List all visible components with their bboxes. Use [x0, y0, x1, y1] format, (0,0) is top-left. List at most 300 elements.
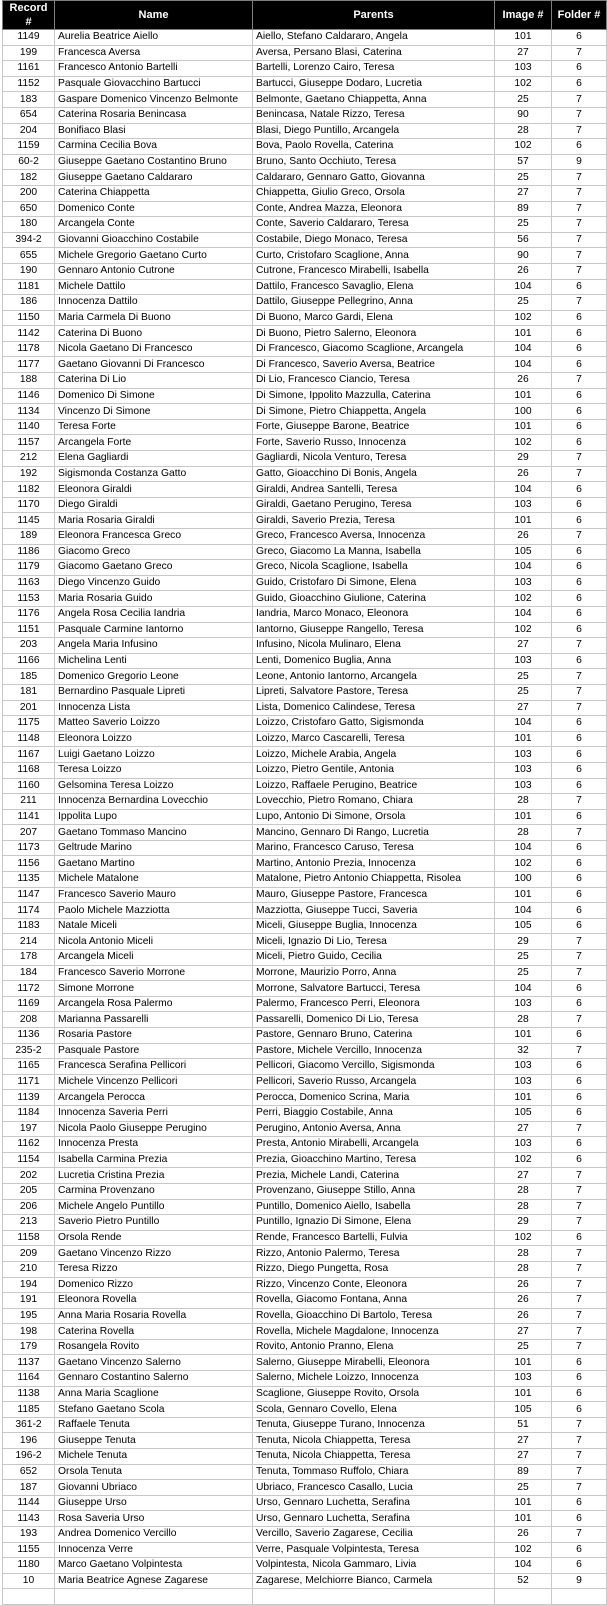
name-cell: Eleonora Loizzo — [55, 731, 253, 747]
folder-number-cell: 7 — [552, 965, 607, 981]
image-number-cell: 29 — [495, 1215, 552, 1231]
folder-number-cell: 6 — [552, 1542, 607, 1558]
name-cell: Sigismonda Costanza Gatto — [55, 466, 253, 482]
name-cell: Pasquale Carmine Iantorno — [55, 622, 253, 638]
table-row — [3, 544, 607, 560]
image-number-cell: 27 — [495, 1121, 552, 1137]
name-cell: Domenico Gregorio Leone — [55, 669, 253, 685]
record-number-cell: 1163 — [3, 575, 55, 591]
record-number-cell: 1173 — [3, 840, 55, 856]
parents-cell: Lupo, Antonio Di Simone, Orsola — [253, 809, 495, 825]
image-number-cell: 29 — [495, 934, 552, 950]
image-number-cell: 104 — [495, 560, 552, 576]
table-row — [3, 622, 607, 638]
name-cell: Innocenza Bernardina Lovecchio — [55, 794, 253, 810]
header-record-number: Record # — [3, 1, 55, 30]
image-number-cell: 90 — [495, 248, 552, 264]
table-row — [3, 903, 607, 919]
name-cell: Michele Matalone — [55, 872, 253, 888]
parents-cell: Salerno, Giuseppe Mirabelli, Eleonora — [253, 1355, 495, 1371]
name-cell: Michele Tenuta — [55, 1449, 253, 1465]
image-number-cell: 103 — [495, 762, 552, 778]
name-cell: Angela Rosa Cecilia Iandria — [55, 606, 253, 622]
record-number-cell: 1161 — [3, 61, 55, 77]
name-cell: Gaspare Domenico Vincenzo Belmonte — [55, 92, 253, 108]
name-cell: Diego Giraldi — [55, 497, 253, 513]
table-row — [3, 107, 607, 123]
name-cell: Gaetano Giovanni Di Francesco — [55, 357, 253, 373]
image-number-cell: 100 — [495, 404, 552, 420]
record-number-cell: 1182 — [3, 482, 55, 498]
name-cell: Teresa Loizzo — [55, 762, 253, 778]
name-cell: Maria Beatrice Agnese Zagarese — [55, 1573, 253, 1589]
name-cell: Paolo Michele Mazziotta — [55, 903, 253, 919]
folder-number-cell: 6 — [552, 1230, 607, 1246]
record-number-cell: 1186 — [3, 544, 55, 560]
image-number-cell: 104 — [495, 606, 552, 622]
image-number-cell: 104 — [495, 840, 552, 856]
parents-cell: Forte, Saverio Russo, Innocenza — [253, 435, 495, 451]
name-cell: Teresa Forte — [55, 419, 253, 435]
folder-number-cell: 7 — [552, 466, 607, 482]
header-folder-number: Folder # — [552, 1, 607, 30]
parents-cell: Pastore, Gennaro Bruno, Caterina — [253, 1028, 495, 1044]
image-number-cell: 25 — [495, 950, 552, 966]
folder-number-cell: 7 — [552, 1277, 607, 1293]
image-number-cell: 25 — [495, 684, 552, 700]
table-row — [3, 388, 607, 404]
name-cell: Diego Vincenzo Guido — [55, 575, 253, 591]
image-number-cell: 28 — [495, 825, 552, 841]
folder-number-cell: 7 — [552, 1246, 607, 1262]
parents-cell: Mauro, Giuseppe Pastore, Francesca — [253, 887, 495, 903]
folder-number-cell: 7 — [552, 825, 607, 841]
image-number-cell: 102 — [495, 310, 552, 326]
record-number-cell: 1159 — [3, 139, 55, 155]
parents-cell: Leone, Antonio Iantorno, Arcangela — [253, 669, 495, 685]
folder-number-cell: 7 — [552, 123, 607, 139]
name-cell: Francesco Saverio Mauro — [55, 887, 253, 903]
parents-cell: Di Francesco, Giacomo Scaglione, Arcangela — [253, 341, 495, 357]
record-number-cell: 1153 — [3, 591, 55, 607]
parents-cell: Cutrone, Francesco Mirabelli, Isabella — [253, 263, 495, 279]
parents-cell: Giraldi, Gaetano Perugino, Teresa — [253, 497, 495, 513]
image-number-cell: 27 — [495, 1168, 552, 1184]
record-number-cell: 394-2 — [3, 232, 55, 248]
parents-cell: Rovito, Antonio Pranno, Elena — [253, 1339, 495, 1355]
name-cell: Michele Dattilo — [55, 279, 253, 295]
parents-cell: Forte, Giuseppe Barone, Beatrice — [253, 419, 495, 435]
folder-number-cell: 6 — [552, 903, 607, 919]
record-number-cell: 1164 — [3, 1371, 55, 1387]
image-number-cell: 102 — [495, 139, 552, 155]
parents-cell: Miceli, Ignazio Di Lio, Teresa — [253, 934, 495, 950]
folder-number-cell: 7 — [552, 107, 607, 123]
image-number-cell: 103 — [495, 61, 552, 77]
image-number-cell: 100 — [495, 872, 552, 888]
record-number-cell: 1177 — [3, 357, 55, 373]
record-number-cell: 187 — [3, 1480, 55, 1496]
table-row — [3, 716, 607, 732]
image-number-cell: 101 — [495, 1495, 552, 1511]
parents-cell: Mancino, Gennaro Di Rango, Lucretia — [253, 825, 495, 841]
image-number-cell: 27 — [495, 45, 552, 61]
folder-number-cell: 7 — [552, 700, 607, 716]
record-number-cell: 1169 — [3, 996, 55, 1012]
record-number-cell: 200 — [3, 185, 55, 201]
table-row — [3, 872, 607, 888]
table-row — [3, 1542, 607, 1558]
name-cell: Caterina Di Lio — [55, 373, 253, 389]
folder-number-cell: 9 — [552, 154, 607, 170]
table-row — [3, 1246, 607, 1262]
name-cell: Pasquale Pastore — [55, 1043, 253, 1059]
record-number-cell: 183 — [3, 92, 55, 108]
name-cell: Saverio Pietro Puntillo — [55, 1215, 253, 1231]
folder-number-cell: 6 — [552, 435, 607, 451]
folder-number-cell: 6 — [552, 872, 607, 888]
folder-number-cell: 6 — [552, 809, 607, 825]
table-row — [3, 295, 607, 311]
image-number-cell: 104 — [495, 903, 552, 919]
folder-number-cell: 6 — [552, 544, 607, 560]
record-number-cell: 1174 — [3, 903, 55, 919]
image-number-cell: 101 — [495, 809, 552, 825]
record-number-cell: 209 — [3, 1246, 55, 1262]
header-row — [3, 1, 607, 30]
folder-number-cell: 6 — [552, 1074, 607, 1090]
table-row — [3, 1028, 607, 1044]
record-number-cell: 194 — [3, 1277, 55, 1293]
name-cell: Gaetano Tommaso Mancino — [55, 825, 253, 841]
table-row — [3, 232, 607, 248]
table-row — [3, 419, 607, 435]
folder-number-cell: 6 — [552, 840, 607, 856]
image-number-cell: 32 — [495, 1043, 552, 1059]
record-number-cell: 1181 — [3, 279, 55, 295]
records-table — [2, 0, 607, 1605]
folder-number-cell: 6 — [552, 560, 607, 576]
parents-cell: Gatto, Gioacchino Di Bonis, Angela — [253, 466, 495, 482]
parents-cell: Di Buono, Marco Gardi, Elena — [253, 310, 495, 326]
name-cell: Gennaro Costantino Salerno — [55, 1371, 253, 1387]
name-cell: Rosangela Rovito — [55, 1339, 253, 1355]
image-number-cell: 102 — [495, 435, 552, 451]
parents-cell: Lovecchio, Pietro Romano, Chiara — [253, 794, 495, 810]
parents-cell: Morrone, Salvatore Bartucci, Teresa — [253, 981, 495, 997]
image-number-cell: 28 — [495, 1246, 552, 1262]
image-number-cell: 101 — [495, 1090, 552, 1106]
folder-number-cell: 7 — [552, 232, 607, 248]
name-cell: Maria Rosaria Giraldi — [55, 513, 253, 529]
name-cell: Arcangela Forte — [55, 435, 253, 451]
parents-cell: Di Simone, Pietro Chiappetta, Angela — [253, 404, 495, 420]
parents-cell: Rovella, Giacomo Fontana, Anna — [253, 1293, 495, 1309]
parents-cell: Giraldi, Saverio Prezia, Teresa — [253, 513, 495, 529]
table-row — [3, 1215, 607, 1231]
table-row — [3, 1417, 607, 1433]
folder-number-cell: 7 — [552, 1433, 607, 1449]
folder-number-cell: 6 — [552, 388, 607, 404]
image-number-cell: 26 — [495, 1527, 552, 1543]
folder-number-cell: 7 — [552, 1215, 607, 1231]
folder-number-cell: 7 — [552, 373, 607, 389]
name-cell: Rosa Saveria Urso — [55, 1511, 253, 1527]
parents-cell: Aiello, Stefano Caldararo, Angela — [253, 30, 495, 46]
record-number-cell: 213 — [3, 1215, 55, 1231]
name-cell: Luigi Gaetano Loizzo — [55, 747, 253, 763]
folder-number-cell: 6 — [552, 1105, 607, 1121]
table-row — [3, 638, 607, 654]
record-number-cell: 207 — [3, 825, 55, 841]
parents-cell: Miceli, Giuseppe Buglia, Innocenza — [253, 918, 495, 934]
parents-cell: Verre, Pasquale Volpintesta, Teresa — [253, 1542, 495, 1558]
name-cell: Caterina Di Buono — [55, 326, 253, 342]
image-number-cell: 27 — [495, 1433, 552, 1449]
name-cell: Maria Rosaria Guido — [55, 591, 253, 607]
image-number-cell: 90 — [495, 107, 552, 123]
image-number-cell: 27 — [495, 700, 552, 716]
name-cell: Innocenza Lista — [55, 700, 253, 716]
record-number-cell: 1158 — [3, 1230, 55, 1246]
parents-cell: Di Francesco, Saverio Aversa, Beatrice — [253, 357, 495, 373]
name-cell: Angela Maria Infusino — [55, 638, 253, 654]
image-number-cell: 27 — [495, 185, 552, 201]
folder-number-cell: 6 — [552, 1028, 607, 1044]
name-cell: Marco Gaetano Volpintesta — [55, 1558, 253, 1574]
image-number-cell: 103 — [495, 1371, 552, 1387]
table-row — [3, 747, 607, 763]
image-number-cell: 25 — [495, 92, 552, 108]
name-cell: Vincenzo Di Simone — [55, 404, 253, 420]
image-number-cell: 28 — [495, 1012, 552, 1028]
record-number-cell: 186 — [3, 295, 55, 311]
record-number-cell: 190 — [3, 263, 55, 279]
name-cell: Giuseppe Gaetano Costantino Bruno — [55, 154, 253, 170]
folder-number-cell: 6 — [552, 996, 607, 1012]
folder-number-cell: 6 — [552, 653, 607, 669]
folder-number-cell: 6 — [552, 139, 607, 155]
image-number-cell: 101 — [495, 326, 552, 342]
parents-cell: Giraldi, Andrea Santelli, Teresa — [253, 482, 495, 498]
table-row — [3, 326, 607, 342]
image-number-cell: 26 — [495, 529, 552, 545]
table-row — [3, 809, 607, 825]
parents-cell: Conte, Andrea Mazza, Eleonora — [253, 201, 495, 217]
record-number-cell: 181 — [3, 684, 55, 700]
parents-cell: Perugino, Antonio Aversa, Anna — [253, 1121, 495, 1137]
name-cell: Simone Morrone — [55, 981, 253, 997]
parents-cell: Costabile, Diego Monaco, Teresa — [253, 232, 495, 248]
image-number-cell: 56 — [495, 232, 552, 248]
folder-number-cell: 6 — [552, 778, 607, 794]
name-cell: Giacomo Gaetano Greco — [55, 560, 253, 576]
record-number-cell: 195 — [3, 1308, 55, 1324]
parents-cell: Dattilo, Giuseppe Pellegrino, Anna — [253, 295, 495, 311]
table-row — [3, 1589, 607, 1605]
name-cell: Francesco Saverio Morrone — [55, 965, 253, 981]
record-number-cell: 203 — [3, 638, 55, 654]
parents-cell: Vercillo, Saverio Zagarese, Cecilia — [253, 1527, 495, 1543]
folder-number-cell: 6 — [552, 1511, 607, 1527]
table-row — [3, 1230, 607, 1246]
record-number-cell: 179 — [3, 1339, 55, 1355]
name-cell: Giuseppe Tenuta — [55, 1433, 253, 1449]
parents-cell — [253, 1589, 495, 1605]
parents-cell: Aversa, Persano Blasi, Caterina — [253, 45, 495, 61]
table-row — [3, 1183, 607, 1199]
parents-cell: Scola, Gennaro Covello, Elena — [253, 1402, 495, 1418]
image-number-cell: 26 — [495, 263, 552, 279]
folder-number-cell: 6 — [552, 279, 607, 295]
folder-number-cell: 6 — [552, 918, 607, 934]
table-row — [3, 1090, 607, 1106]
record-number-cell: 1160 — [3, 778, 55, 794]
record-number-cell: 198 — [3, 1324, 55, 1340]
record-number-cell: 1140 — [3, 419, 55, 435]
table-row — [3, 529, 607, 545]
table-row — [3, 1012, 607, 1028]
image-number-cell: 103 — [495, 1059, 552, 1075]
table-row — [3, 404, 607, 420]
name-cell: Gaetano Martino — [55, 856, 253, 872]
record-number-cell: 1167 — [3, 747, 55, 763]
image-number-cell: 104 — [495, 482, 552, 498]
record-number-cell: 193 — [3, 1527, 55, 1543]
name-cell: Andrea Domenico Vercillo — [55, 1527, 253, 1543]
name-cell: Innocenza Dattilo — [55, 295, 253, 311]
folder-number-cell: 6 — [552, 1402, 607, 1418]
parents-cell: Presta, Antonio Mirabelli, Arcangela — [253, 1137, 495, 1153]
folder-number-cell: 6 — [552, 591, 607, 607]
table-row — [3, 451, 607, 467]
table-row — [3, 653, 607, 669]
folder-number-cell: 7 — [552, 1168, 607, 1184]
name-cell: Anna Maria Rosaria Rovella — [55, 1308, 253, 1324]
image-number-cell: 104 — [495, 1558, 552, 1574]
folder-number-cell: 7 — [552, 170, 607, 186]
table-row — [3, 996, 607, 1012]
parents-cell: Morrone, Maurizio Porro, Anna — [253, 965, 495, 981]
image-number-cell: 103 — [495, 778, 552, 794]
image-number-cell: 28 — [495, 794, 552, 810]
record-number-cell: 1146 — [3, 388, 55, 404]
image-number-cell: 27 — [495, 638, 552, 654]
folder-number-cell: 6 — [552, 482, 607, 498]
table-row — [3, 1199, 607, 1215]
record-number-cell: 212 — [3, 451, 55, 467]
table-row — [3, 1121, 607, 1137]
image-number-cell: 101 — [495, 513, 552, 529]
table-row — [3, 1371, 607, 1387]
image-number-cell: 25 — [495, 1339, 552, 1355]
table-row — [3, 1386, 607, 1402]
parents-cell: Loizzo, Cristofaro Gatto, Sigismonda — [253, 716, 495, 732]
folder-number-cell: 6 — [552, 497, 607, 513]
image-number-cell: 103 — [495, 1074, 552, 1090]
table-row — [3, 1511, 607, 1527]
folder-number-cell: 6 — [552, 762, 607, 778]
image-number-cell: 103 — [495, 497, 552, 513]
image-number-cell: 101 — [495, 30, 552, 46]
table-row — [3, 217, 607, 233]
folder-number-cell: 6 — [552, 419, 607, 435]
record-number-cell: 208 — [3, 1012, 55, 1028]
record-number-cell: 1142 — [3, 326, 55, 342]
parents-cell: Rovella, Gioacchino Di Bartolo, Teresa — [253, 1308, 495, 1324]
parents-cell: Lenti, Domenico Buglia, Anna — [253, 653, 495, 669]
image-number-cell: 102 — [495, 1152, 552, 1168]
folder-number-cell: 7 — [552, 1527, 607, 1543]
name-cell: Bonifiaco Blasi — [55, 123, 253, 139]
image-number-cell: 101 — [495, 388, 552, 404]
parents-cell: Tenuta, Nicola Chiappetta, Teresa — [253, 1449, 495, 1465]
folder-number-cell: 6 — [552, 1090, 607, 1106]
name-cell: Francesca Serafina Pellicori — [55, 1059, 253, 1075]
image-number-cell: 26 — [495, 373, 552, 389]
image-number-cell: 102 — [495, 76, 552, 92]
record-number-cell: 1184 — [3, 1105, 55, 1121]
record-number-cell: 1141 — [3, 809, 55, 825]
parents-cell: Prezia, Michele Landi, Caterina — [253, 1168, 495, 1184]
parents-cell: Conte, Saverio Caldararo, Teresa — [253, 217, 495, 233]
record-number-cell: 1145 — [3, 513, 55, 529]
record-number-cell: 211 — [3, 794, 55, 810]
table-row — [3, 762, 607, 778]
parents-cell: Puntillo, Domenico Aiello, Isabella — [253, 1199, 495, 1215]
folder-number-cell: 6 — [552, 716, 607, 732]
parents-cell: Greco, Nicola Scaglione, Isabella — [253, 560, 495, 576]
table-row — [3, 1402, 607, 1418]
table-row — [3, 123, 607, 139]
image-number-cell: 103 — [495, 1137, 552, 1153]
parents-cell: Curto, Cristofaro Scaglione, Anna — [253, 248, 495, 264]
table-row — [3, 731, 607, 747]
name-cell: Eleonora Francesca Greco — [55, 529, 253, 545]
record-number-cell: 1151 — [3, 622, 55, 638]
record-number-cell: 1138 — [3, 1386, 55, 1402]
parents-cell: Greco, Francesco Aversa, Innocenza — [253, 529, 495, 545]
parents-cell: Palermo, Francesco Perri, Eleonora — [253, 996, 495, 1012]
record-number-cell: 1179 — [3, 560, 55, 576]
folder-number-cell: 6 — [552, 981, 607, 997]
table-row — [3, 1074, 607, 1090]
folder-number-cell: 7 — [552, 1324, 607, 1340]
table-row — [3, 1324, 607, 1340]
parents-cell: Bova, Paolo Rovella, Caterina — [253, 139, 495, 155]
folder-number-cell: 6 — [552, 606, 607, 622]
name-cell: Rosaria Pastore — [55, 1028, 253, 1044]
name-cell: Arcangela Miceli — [55, 950, 253, 966]
folder-number-cell: 7 — [552, 638, 607, 654]
parents-cell: Loizzo, Pietro Gentile, Antonia — [253, 762, 495, 778]
name-cell: Francesca Aversa — [55, 45, 253, 61]
record-number-cell: 1178 — [3, 341, 55, 357]
folder-number-cell: 9 — [552, 1573, 607, 1589]
image-number-cell: 102 — [495, 1542, 552, 1558]
table-body — [3, 30, 607, 1605]
image-number-cell: 26 — [495, 466, 552, 482]
name-cell: Marianna Passarelli — [55, 1012, 253, 1028]
record-number-cell: 235-2 — [3, 1043, 55, 1059]
table-row — [3, 482, 607, 498]
folder-number-cell: 7 — [552, 1339, 607, 1355]
record-number-cell: 1147 — [3, 887, 55, 903]
folder-number-cell: 7 — [552, 1043, 607, 1059]
image-number-cell: 27 — [495, 1324, 552, 1340]
record-number-cell: 1162 — [3, 1137, 55, 1153]
image-number-cell: 105 — [495, 544, 552, 560]
